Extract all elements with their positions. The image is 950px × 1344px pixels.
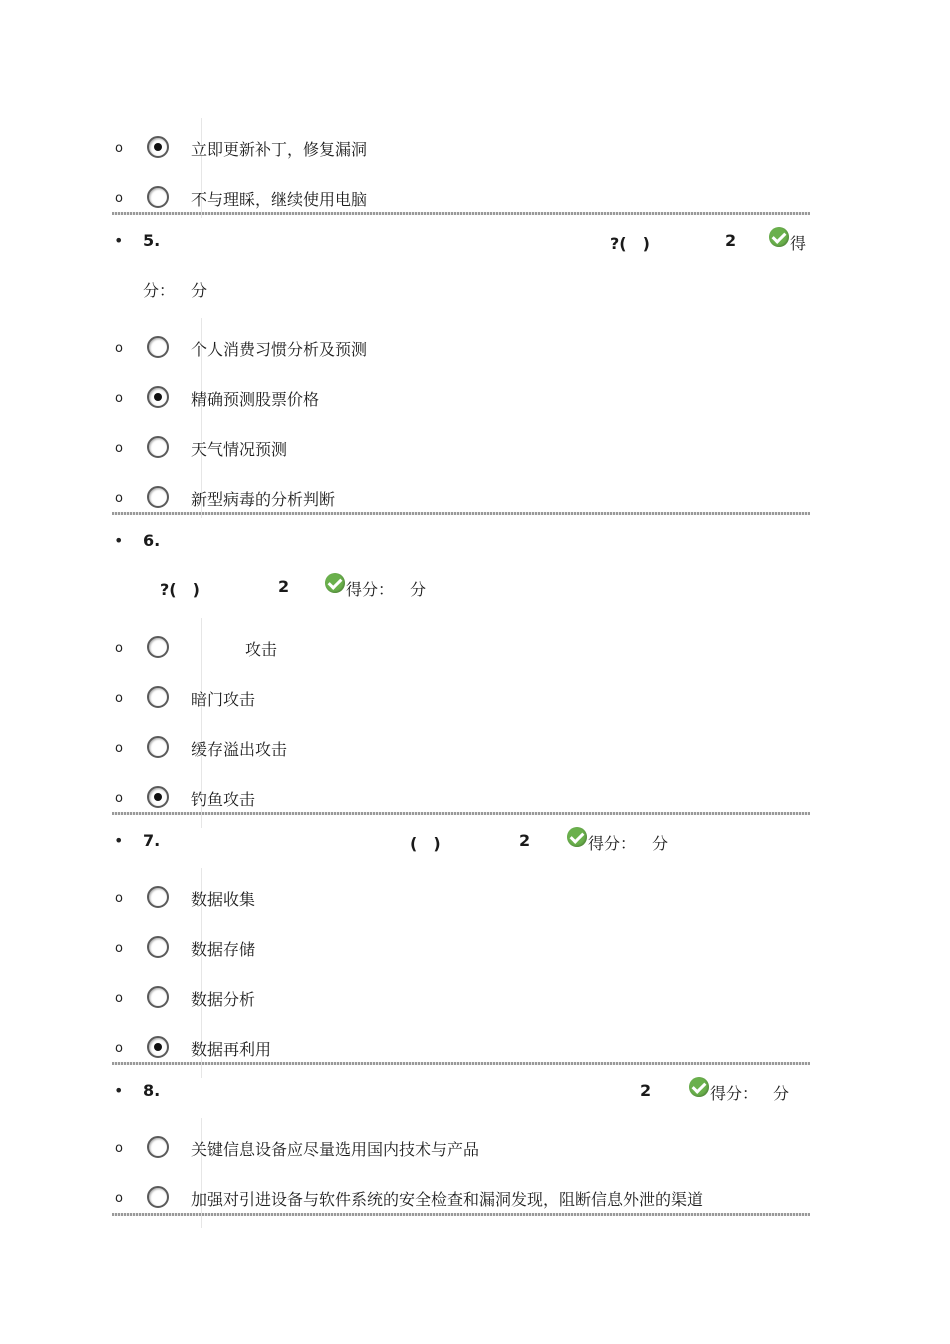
- list-bullet: o: [115, 941, 123, 956]
- score-unit: 分: [410, 580, 427, 599]
- radio-option[interactable]: [147, 1136, 169, 1158]
- radio-option[interactable]: [147, 736, 169, 758]
- score-unit: 分: [773, 1084, 790, 1103]
- score-label: 得分：: [710, 1084, 759, 1103]
- option-label: 加强对引进设备与软件系统的安全检查和漏洞发现，阻断信息外泄的渠道: [191, 1190, 704, 1209]
- score-label: 得: [790, 234, 807, 253]
- answer-paren: ?( ): [610, 234, 650, 253]
- option-label: 数据收集: [191, 890, 256, 909]
- question-divider: [112, 812, 810, 815]
- question-number: 5.: [143, 231, 161, 250]
- question-number: 7.: [143, 831, 161, 850]
- question-bullet: •: [114, 831, 124, 850]
- option-label: 数据分析: [191, 990, 256, 1009]
- list-bullet: o: [115, 1041, 123, 1056]
- score-unit: 分: [652, 834, 669, 853]
- question-bullet: •: [114, 531, 124, 550]
- radio-option[interactable]: [147, 486, 169, 508]
- option-label: 关键信息设备应尽量选用国内技术与产品: [191, 1140, 480, 1159]
- list-bullet: o: [115, 391, 123, 406]
- question-bullet: •: [114, 1081, 124, 1100]
- radio-option[interactable]: [147, 436, 169, 458]
- question-points: 2: [640, 1081, 652, 1100]
- score-unit: 分: [191, 281, 208, 300]
- option-label: 新型病毒的分析判断: [191, 490, 336, 509]
- radio-option-selected[interactable]: [147, 1036, 169, 1058]
- option-label: 数据存储: [191, 940, 256, 959]
- list-bullet: o: [115, 741, 123, 756]
- option-label: 立即更新补丁，修复漏洞: [191, 140, 368, 159]
- list-bullet: o: [115, 1191, 123, 1206]
- answer-paren: ( ): [410, 834, 441, 853]
- question-number: 6.: [143, 531, 161, 550]
- radio-option[interactable]: [147, 886, 169, 908]
- score-label: 得分：: [346, 580, 395, 599]
- radio-option-selected[interactable]: [147, 786, 169, 808]
- answer-paren: ?( ): [160, 580, 200, 599]
- option-label: 钓鱼攻击: [191, 790, 256, 809]
- radio-option[interactable]: [147, 986, 169, 1008]
- list-bullet: o: [115, 691, 123, 706]
- option-label: 天气情况预测: [191, 440, 288, 459]
- list-bullet: o: [115, 191, 123, 206]
- radio-option[interactable]: [147, 936, 169, 958]
- option-label: 个人消费习惯分析及预测: [191, 340, 368, 359]
- option-label: 不与理睬，继续使用电脑: [191, 190, 368, 209]
- list-bullet: o: [115, 1141, 123, 1156]
- list-bullet: o: [115, 641, 123, 656]
- list-bullet: o: [115, 791, 123, 806]
- question-divider: [112, 1213, 810, 1216]
- question-divider: [112, 212, 810, 215]
- radio-option[interactable]: [147, 636, 169, 658]
- score-label: 分：: [143, 281, 176, 300]
- option-label: 暗门攻击: [191, 690, 256, 709]
- radio-option[interactable]: [147, 186, 169, 208]
- correct-check-icon: [769, 227, 789, 247]
- radio-option-selected[interactable]: [147, 136, 169, 158]
- question-divider: [112, 1062, 810, 1065]
- option-label: 缓存溢出攻击: [191, 740, 288, 759]
- list-bullet: o: [115, 341, 123, 356]
- option-label: 攻击: [245, 640, 278, 659]
- question-divider: [112, 512, 810, 515]
- question-bullet: •: [114, 231, 124, 250]
- list-bullet: o: [115, 491, 123, 506]
- question-points: 2: [278, 577, 290, 596]
- question-points: 2: [519, 831, 531, 850]
- radio-option[interactable]: [147, 686, 169, 708]
- radio-option[interactable]: [147, 336, 169, 358]
- list-bullet: o: [115, 141, 123, 156]
- correct-check-icon: [325, 573, 345, 593]
- option-label: 数据再利用: [191, 1040, 272, 1059]
- list-bullet: o: [115, 891, 123, 906]
- correct-check-icon: [689, 1077, 709, 1097]
- correct-check-icon: [567, 827, 587, 847]
- question-number: 8.: [143, 1081, 161, 1100]
- question-points: 2: [725, 231, 737, 250]
- radio-option[interactable]: [147, 1186, 169, 1208]
- score-label: 得分：: [588, 834, 637, 853]
- list-bullet: o: [115, 441, 123, 456]
- option-label: 精确预测股票价格: [191, 390, 320, 409]
- list-bullet: o: [115, 991, 123, 1006]
- divider: [201, 1118, 202, 1228]
- radio-option-selected[interactable]: [147, 386, 169, 408]
